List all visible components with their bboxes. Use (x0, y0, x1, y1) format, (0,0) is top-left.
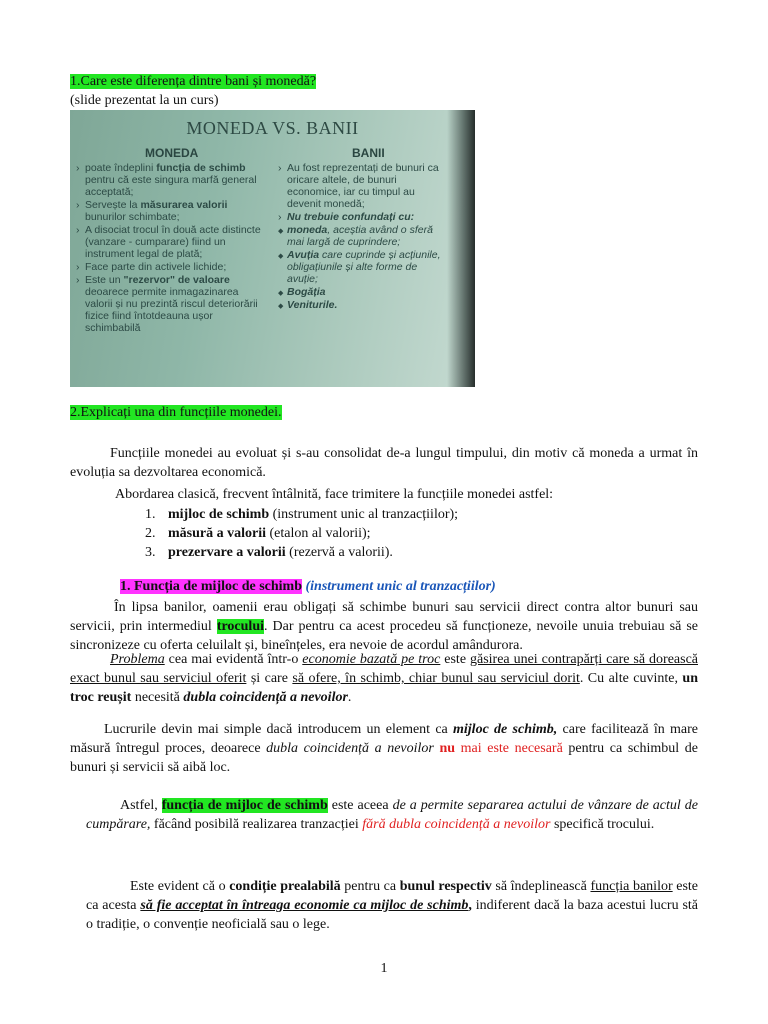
section-1-highlight: 1. Funcția de mijloc de schimb (120, 579, 302, 594)
slide-left-item: › poate îndeplini funcția de schimb pentru că este singura marfă general acceptată; (76, 162, 268, 198)
slide-left-item: › A disociat trocul în două acte distincte (vanzare - cumparare) fiind un instrument legal de plată; (76, 224, 268, 260)
troc-highlight: trocului (216, 619, 265, 634)
slide-left-item: › Este un "rezervor" de valoare deoarece permite inmagazinarea valorii și nu prezintă riscul deteriorării fizice fiind întotdeauna ușor schimbabilă (76, 274, 268, 334)
slide-photo (70, 110, 475, 387)
slide-left-column (76, 162, 268, 335)
section-1-heading (120, 579, 496, 595)
intro-paragraph-1: Funcțiile monedei au evoluat și s-au consolidat de-a lungul timpului, din motiv că moneda a urmat în evoluția sa dezvoltarea economică. (70, 446, 698, 480)
slide-right-intro: › Au fost reprezentați de bunuri ca oricare altele, de bunuri economice, iar cu timpul au devenit monedă; (278, 162, 448, 210)
paragraph-mijloc: Lucrurile devin mai simple dacă introducem un element ca mijloc de schimb, care facilitează în mare măsură întregul proces, deoarece dubla coincidență a nevoilor nu mai este necesară pentru ca schimbul de bunuri și servicii să aibă loc. (70, 722, 698, 775)
function-item: 1. mijloc de schimb (instrument unic al tranzacțiilor); (145, 507, 459, 522)
slide-right-column (278, 162, 448, 312)
slide-left-item: › Servește la măsurarea valorii bunurilor schimbate; (76, 199, 268, 223)
paragraph-astfel: Astfel, funcția de mijloc de schimb este aceea de a permite separarea actului de vânzare de actul de cumpărare, făcând posibilă realizarea tranzacției fără dubla coincidență a nevoilor specifică trocului. (86, 798, 698, 832)
function-item: 2. măsură a valorii (etalon al valorii); (145, 526, 371, 541)
function-item: 3. prezervare a valorii (rezervă a valorii). (145, 545, 393, 560)
paragraph-conditie: Este evident că o condiție prealabilă pentru ca bunul respectiv să îndeplinească funcția banilor este ca acesta să fie acceptat în întreaga economie ca mijloc de schimb, indiferent dacă la baza acestui lucru stă o tradiție, o convenție neoficială sau o lege. (86, 879, 699, 932)
section-1-suffix: (instrument unic al tranzacțiilor) (302, 579, 496, 594)
slide-left-heading: MONEDA (145, 146, 199, 160)
slide-left-item: › Face parte din activele lichide; (76, 261, 268, 273)
slide-right-item: ◆ Avuția care cuprinde și acțiunile, obligațiunile și alte forme de avuție; (278, 249, 448, 285)
slide-right-note: › Nu trebuie confundați cu: (278, 211, 448, 223)
slide-right-heading: BANII (352, 146, 385, 160)
functions-list (145, 505, 458, 562)
slide-right-item: ◆ moneda, aceștia având o sferă mai largă de cuprindere; (278, 224, 448, 248)
question-2-highlight: 2.Explicați una din funcțiile monedei. (70, 405, 282, 420)
question-1-subtitle: (slide prezentat la un curs) (70, 93, 219, 108)
paragraph-troc: În lipsa banilor, oamenii erau obligați să schimbe bunuri sau servicii direct contra altor bunuri sau servicii, prin intermediul trocului. Dar pentru ca acest procedeu să funcționeze, nevoile unuia trebuiau să se sincronizeze cu oferta celuilalt și, bineînțeles, era nevoie de acordul amândurora. (70, 600, 698, 653)
question-1-highlight: 1.Care este diferența dintre bani și monedă? (70, 74, 317, 89)
paragraph-problema: Problema cea mai evidentă într-o economie bazată pe troc este găsirea unei contrapărți care să dorească exact bunul sau serviciul oferit și care să ofere, în schimb, chiar bunul sau serviciul dorit. Cu alte cuvinte, un troc reușit necesită dubla coincidență a nevoilor. (70, 652, 698, 705)
slide-right-item: ◆ Veniturile. (278, 299, 448, 311)
slide-right-item: ◆ Bogăția (278, 286, 448, 298)
page-number: 1 (380, 961, 388, 976)
slide-photo-shadow (447, 110, 475, 387)
question-2-title (70, 405, 282, 421)
functia-highlight: funcția de mijloc de schimb (161, 798, 328, 813)
question-1-title (70, 74, 316, 90)
slide-title: MONEDA VS. BANII (186, 118, 359, 138)
intro-paragraph-2: Abordarea clasică, frecvent întâlnită, face trimitere la funcțiile monedei astfel: (115, 487, 554, 502)
